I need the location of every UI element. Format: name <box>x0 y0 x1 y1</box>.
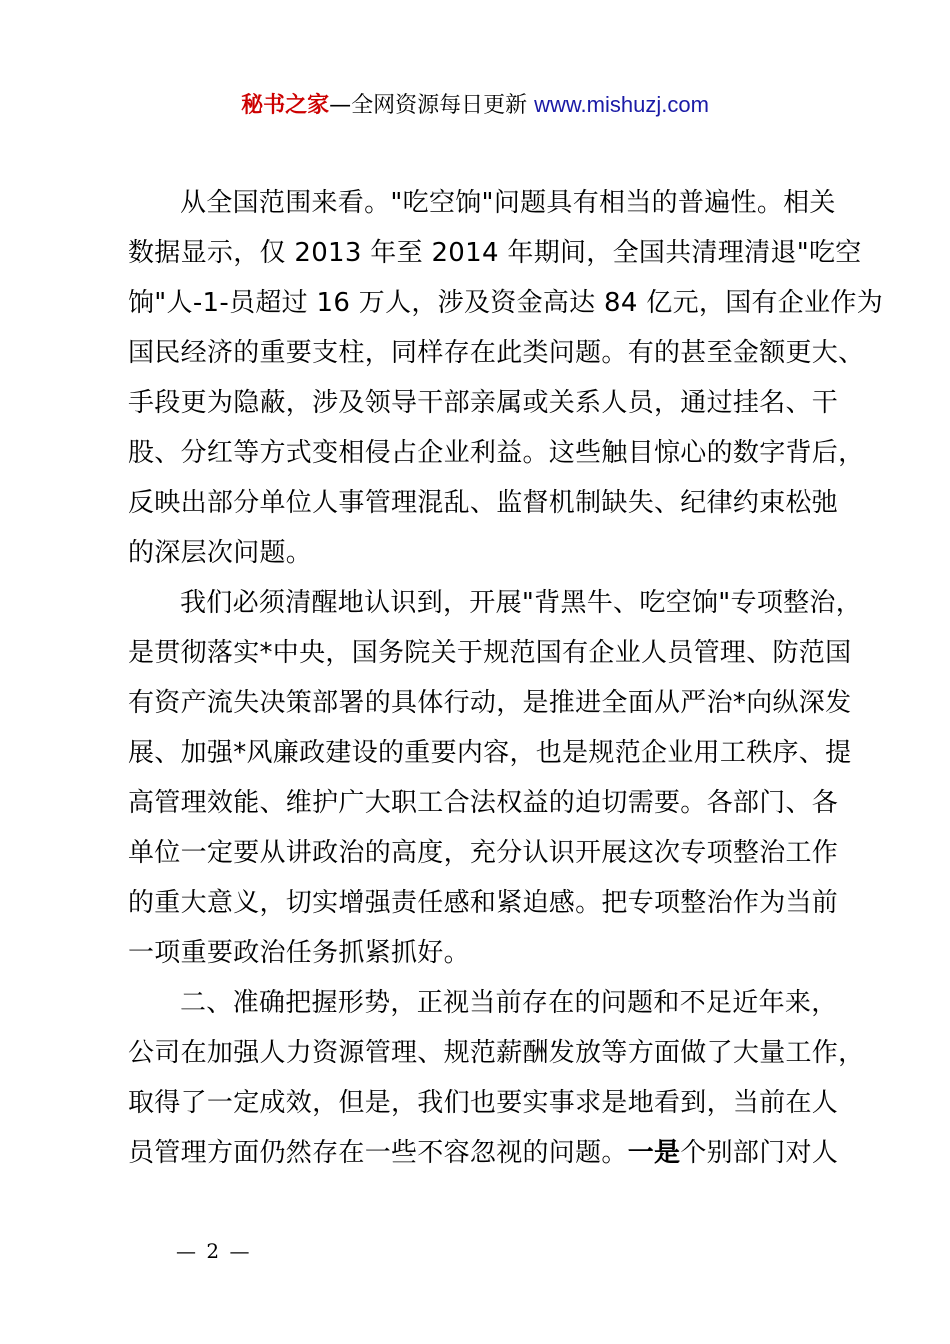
text-line: 饷"人-1-员超过 16 万人，涉及资金高达 84 亿元，国有企业作为 <box>128 288 883 318</box>
page-number: — 2 — <box>176 1239 252 1263</box>
text-line: 反映出部分单位人事管理混乱、监督机制缺失、纪律约束松弛 <box>128 488 839 518</box>
text-line: 的重大意义，切实增强责任感和紧迫感。把专项整治作为当前 <box>128 888 839 918</box>
text-line: 一项重要政治任务抓紧抓好。 <box>128 938 470 968</box>
header-tagline: —全网资源每日更新 <box>329 93 528 118</box>
text-line: 有资产流失决策部署的具体行动，是推进全面从严治*向纵深发 <box>128 688 852 718</box>
text-line-mixed <box>128 1128 858 1178</box>
text-line: 国民经济的重要支柱，同样存在此类问题。有的甚至金额更大、 <box>128 338 865 368</box>
text-line: 股、分红等方式变相侵占企业利益。这些触目惊心的数字背后， <box>128 438 865 468</box>
bold-text-segment: 一是 <box>627 1138 681 1168</box>
text-line: 数据显示，仅 2013 年至 2014 年期间，全国共清理清退"吃空 <box>128 238 862 268</box>
paragraph-2 <box>128 578 863 978</box>
text-line: 是贯彻落实*中央，国务院关于规范国有企业人员管理、防范国 <box>128 638 852 668</box>
text-segment: 个别部门对人 <box>680 1138 839 1168</box>
paragraph-3 <box>128 978 865 1178</box>
text-line: 二、准确把握形势，正视当前存在的问题和不足近年来， <box>180 988 838 1018</box>
site-url[interactable]: www.mishuzj.com <box>534 92 709 117</box>
text-line: 高管理效能、维护广大职工合法权益的迫切需要。各部门、各 <box>128 788 839 818</box>
text-line: 手段更为隐蔽，涉及领导干部亲属或关系人员，通过挂名、干 <box>128 388 839 418</box>
text-line: 取得了一定成效，但是，我们也要实事求是地看到，当前在人 <box>128 1088 839 1118</box>
site-header <box>0 88 950 123</box>
document-body <box>128 178 883 1178</box>
text-line: 的深层次问题。 <box>128 538 313 568</box>
text-line: 公司在加强人力资源管理、规范薪酬发放等方面做了大量工作， <box>128 1038 865 1068</box>
text-line: 展、加强*风廉政建设的重要内容，也是规范企业用工秩序、提 <box>128 738 852 768</box>
text-segment: 员管理方面仍然存在一些不容忽视的问题。 <box>128 1138 628 1168</box>
brand-name: 秘书之家 <box>241 93 330 118</box>
text-line: 从全国范围来看。"吃空饷"问题具有相当的普遍性。相关 <box>180 188 836 218</box>
text-line: 我们必须清醒地认识到，开展"背黑牛、吃空饷"专项整治， <box>180 588 863 618</box>
text-line: 单位一定要从讲政治的高度，充分认识开展这次专项整治工作 <box>128 838 839 868</box>
paragraph-1 <box>128 178 883 578</box>
